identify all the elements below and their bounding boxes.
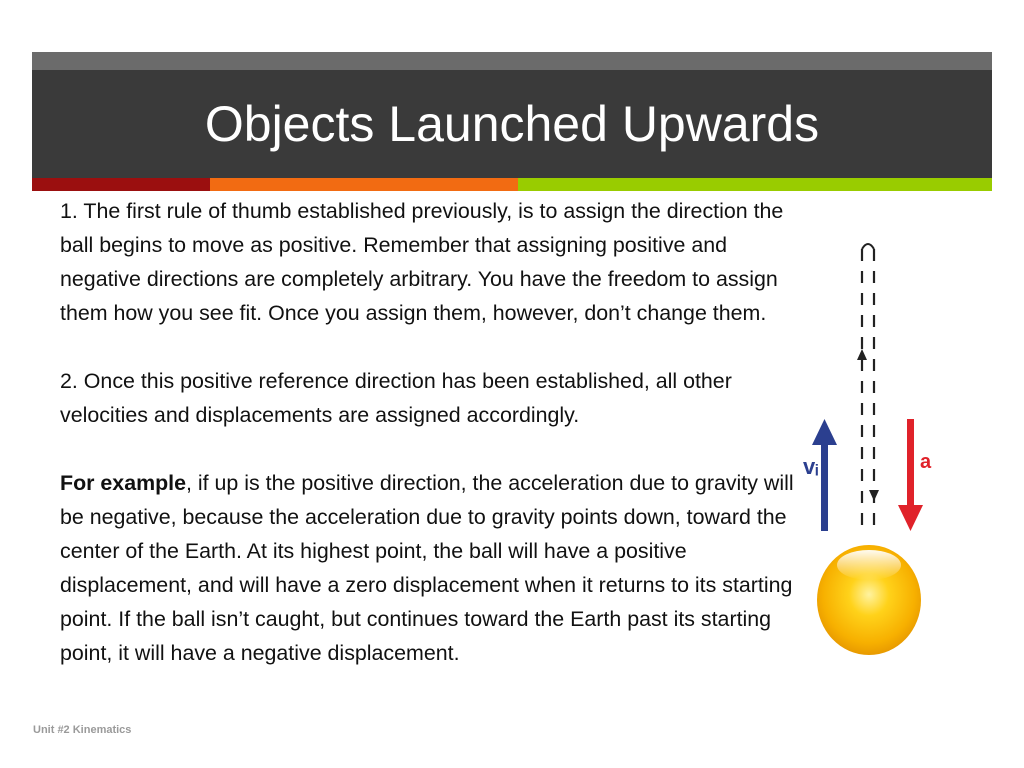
example-lead: For example bbox=[60, 471, 187, 495]
title-bar bbox=[32, 70, 992, 178]
paragraph-rule-two: 2. Once this positive reference direction has been established, all other velocities and displacements are assigned accordingly. bbox=[60, 369, 732, 427]
slide-title: Objects Launched Upwards bbox=[204, 96, 820, 152]
acceleration-label: a bbox=[920, 451, 932, 473]
accent-band-orange bbox=[210, 178, 518, 191]
launched-ball-diagram bbox=[790, 235, 960, 665]
slide-footer: Unit #2 Kinematics bbox=[33, 724, 132, 736]
trajectory-dashes bbox=[862, 249, 874, 527]
accent-band-green bbox=[518, 178, 992, 191]
trajectory-top-cap bbox=[862, 244, 874, 249]
down-trajectory-arrow-icon bbox=[869, 490, 879, 501]
acceleration-arrow-icon bbox=[898, 419, 923, 531]
velocity-label: vᵢ bbox=[803, 454, 819, 479]
example-text: , if up is the positive direction, the acceleration due to gravity will be negative, because the acceleration due to gravity points down, toward the center of the Earth. At its highest point, the ball will have a positive displacement, and will have a zero displacement when it returns to its starting point. If the ball isn’t caught, but continues toward the Earth past its starting point, it will have a negative displacement. bbox=[60, 471, 794, 665]
accent-band-red bbox=[32, 178, 210, 191]
slide-body bbox=[60, 194, 795, 670]
paragraph-rule-one: 1. The first rule of thumb established previously, is to assign the direction the ball begins to move as positive. Remember that assigning positive and negative directions are completely arbitrary. You have the freedom to assign them how you see fit. Once you assign them, however, don’t change them. bbox=[60, 199, 784, 325]
accent-color-band bbox=[32, 178, 992, 191]
title-top-strip bbox=[32, 52, 992, 70]
paragraph-example bbox=[60, 466, 795, 670]
up-trajectory-arrow-icon bbox=[857, 349, 867, 360]
ball bbox=[817, 545, 921, 655]
